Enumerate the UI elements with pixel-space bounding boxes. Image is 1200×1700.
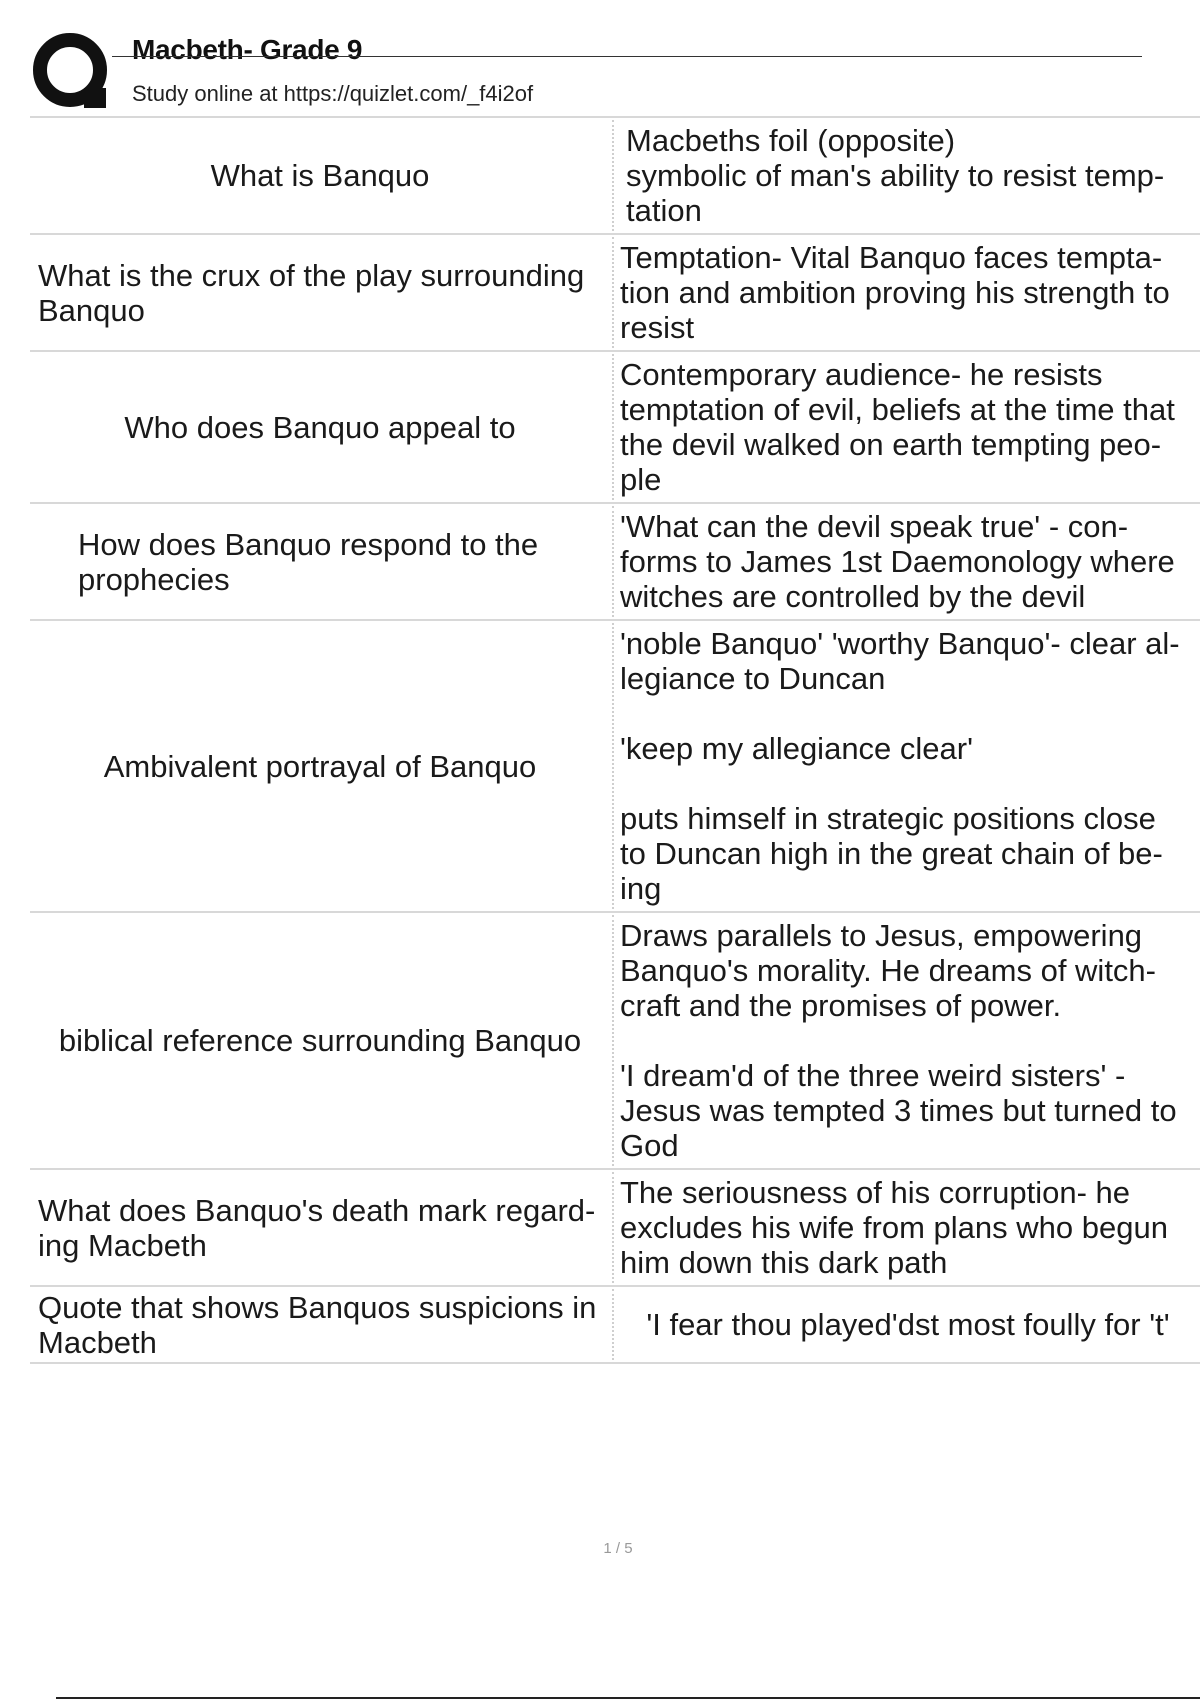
column-divider — [612, 1289, 614, 1360]
card-definition: The seriousness of his corruption- he excludes his wife from plans who begun him down this dark path — [620, 1175, 1168, 1280]
card-definition: Temptation- Vital Banquo faces tempta- tion and ambition proving his strength to resist — [620, 240, 1170, 345]
quizlet-logo-icon — [32, 32, 112, 112]
footer-rule — [56, 1697, 1200, 1699]
card-definition: 'What can the devil speak true' - con- forms to James 1st Daemonology where witches are controlled by the devil — [620, 509, 1175, 614]
card-definition: Contemporary audience- he resists temptation of evil, beliefs at the time that the devil walked on earth tempting peo- ple — [620, 357, 1175, 497]
card-definition: 'I fear thou played'dst most foully for 't' — [646, 1307, 1170, 1342]
card-term: How does Banquo respond to the prophecies — [78, 526, 539, 597]
card-row — [30, 118, 1200, 235]
column-divider — [612, 237, 614, 348]
card-term: Quote that shows Banquos suspicions in Macbeth — [38, 1289, 597, 1360]
column-divider — [612, 506, 614, 617]
title-underline — [112, 56, 1142, 57]
column-divider — [612, 354, 614, 500]
flashcard-table — [30, 116, 1200, 1364]
study-online-link-text: Study online at https://quizlet.com/_f4i2of — [132, 81, 534, 106]
card-term: biblical reference surrounding Banquo — [58, 1023, 582, 1058]
card-term: What is Banquo — [210, 158, 430, 193]
card-definition: 'noble Banquo' 'worthy Banquo'- clear al- legiance to Duncan 'keep my allegiance clear' puts himself in strategic positions close to Duncan high in the great chain of be- ing — [620, 626, 1180, 906]
card-row — [30, 621, 1200, 913]
column-divider — [612, 915, 614, 1166]
card-row — [30, 352, 1200, 504]
card-row — [30, 913, 1200, 1170]
set-title: Macbeth- Grade 9 — [132, 34, 363, 65]
page-header — [0, 0, 1200, 118]
card-row — [30, 1287, 1200, 1364]
column-divider — [612, 120, 614, 231]
page-number: 1 / 5 — [603, 1540, 633, 1557]
card-term: What does Banquo's death mark regard- ing Macbeth — [38, 1192, 596, 1263]
column-divider — [612, 1172, 614, 1283]
card-term: What is the crux of the play surrounding Banquo — [38, 257, 585, 328]
card-row — [30, 235, 1200, 352]
card-term: Ambivalent portrayal of Banquo — [103, 748, 537, 784]
card-definition: Draws parallels to Jesus, empowering Banquo's morality. He dreams of witch- craft and the promises of power. 'I dream'd of the three weird sisters' - Jesus was tempted 3 times but turned to God — [620, 918, 1177, 1163]
column-divider — [612, 623, 614, 909]
card-row — [30, 504, 1200, 621]
card-row — [30, 1170, 1200, 1287]
card-definition: Macbeths foil (opposite) symbolic of man's ability to resist temp- tation — [626, 123, 1165, 228]
card-term: Who does Banquo appeal to — [124, 409, 516, 445]
